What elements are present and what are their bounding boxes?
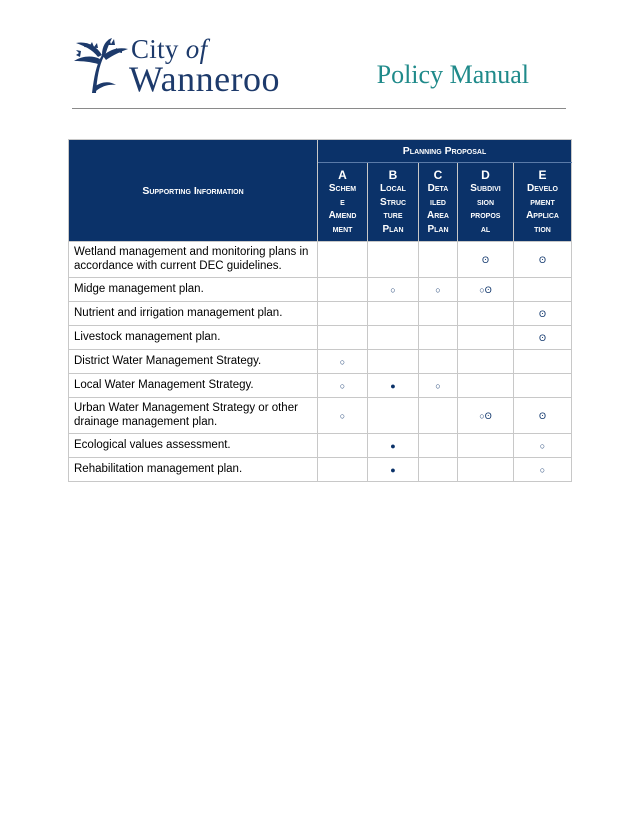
supporting-information-header: Supporting Information [69, 140, 318, 242]
cell-e [514, 350, 572, 374]
cell-e: ʘ [514, 326, 572, 350]
cell-d [458, 374, 514, 398]
cell-c [419, 398, 458, 434]
cell-e: ʘ [514, 398, 572, 434]
row-label: Livestock management plan. [69, 326, 318, 350]
header-divider [72, 108, 566, 109]
cell-c [419, 302, 458, 326]
column-header-a: A Schem e Amend ment [318, 163, 368, 242]
cell-d [458, 350, 514, 374]
supporting-information-table [68, 139, 572, 482]
cell-b: ○ [368, 278, 419, 302]
cell-b [368, 350, 419, 374]
cell-d [458, 302, 514, 326]
table-row [69, 242, 572, 278]
cell-d [458, 326, 514, 350]
cell-a [318, 326, 368, 350]
table-row [69, 350, 572, 374]
table-row [69, 326, 572, 350]
row-label: Wetland management and monitoring plans in accordance with current DEC guidelines. [69, 242, 318, 278]
cell-c [419, 434, 458, 458]
cell-d: ○ʘ [458, 398, 514, 434]
cell-c: ○ [419, 374, 458, 398]
table-row [69, 434, 572, 458]
cell-c: ○ [419, 278, 458, 302]
logo-name-text: Wanneroo [129, 59, 281, 99]
cell-c [419, 242, 458, 278]
policy-manual-title: Policy Manual [376, 60, 529, 89]
cell-d [458, 434, 514, 458]
cell-e: ʘ [514, 302, 572, 326]
cell-b [368, 398, 419, 434]
cell-c [419, 326, 458, 350]
cell-d [458, 458, 514, 482]
row-label: Urban Water Management Strategy or other drainage management plan. [69, 398, 318, 434]
cell-e: ○ [514, 434, 572, 458]
page-header [0, 0, 637, 115]
cell-a [318, 242, 368, 278]
cell-e: ○ [514, 458, 572, 482]
cell-a: ○ [318, 374, 368, 398]
row-label: Nutrient and irrigation management plan. [69, 302, 318, 326]
column-header-c: C Deta iled Area Plan [419, 163, 458, 242]
cell-a: ○ [318, 350, 368, 374]
cell-d: ○ʘ [458, 278, 514, 302]
cell-b: ● [368, 374, 419, 398]
cell-b [368, 302, 419, 326]
cell-b [368, 242, 419, 278]
cell-b: ● [368, 434, 419, 458]
cell-c [419, 350, 458, 374]
table-row [69, 374, 572, 398]
column-header-d: D Subdivi sion propos al [458, 163, 514, 242]
row-label: District Water Management Strategy. [69, 350, 318, 374]
cell-e [514, 278, 572, 302]
cell-a [318, 302, 368, 326]
cell-a [318, 458, 368, 482]
cell-e [514, 374, 572, 398]
cell-b: ● [368, 458, 419, 482]
table-row [69, 278, 572, 302]
kangaroo-paw-logo-icon [72, 37, 130, 95]
column-header-e: E Develo pment Applica tion [514, 163, 572, 242]
row-label: Rehabilitation management plan. [69, 458, 318, 482]
cell-b [368, 326, 419, 350]
planning-proposal-header: Planning Proposal [318, 140, 572, 163]
row-label: Local Water Management Strategy. [69, 374, 318, 398]
cell-a [318, 278, 368, 302]
logo-city-text: City of [131, 34, 208, 64]
row-label: Ecological values assessment. [69, 434, 318, 458]
cell-a: ○ [318, 398, 368, 434]
table-row [69, 458, 572, 482]
row-label: Midge management plan. [69, 278, 318, 302]
table-row [69, 398, 572, 434]
cell-c [419, 458, 458, 482]
table-row [69, 302, 572, 326]
column-header-b: B Local Struc ture Plan [368, 163, 419, 242]
cell-a [318, 434, 368, 458]
cell-d: ʘ [458, 242, 514, 278]
cell-e: ʘ [514, 242, 572, 278]
